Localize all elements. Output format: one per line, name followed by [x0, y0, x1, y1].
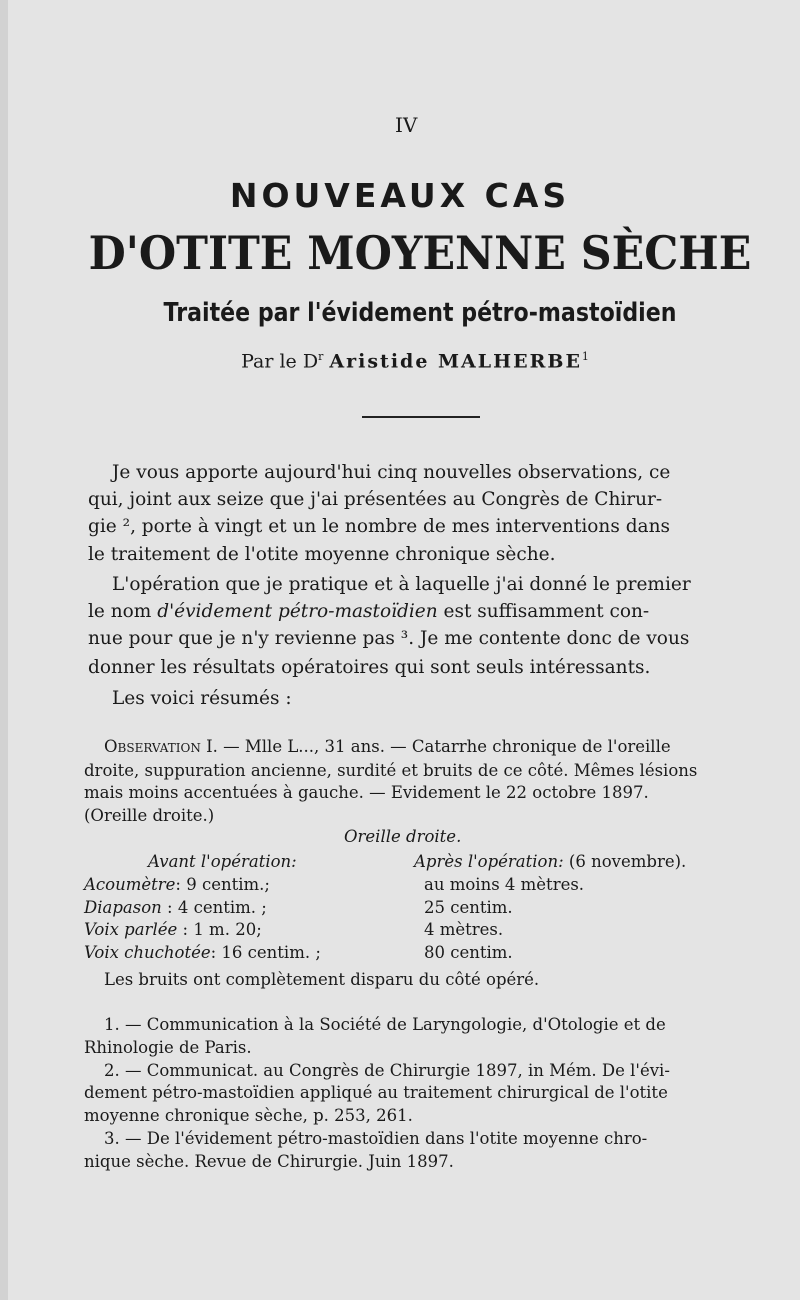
separator-rule [362, 416, 480, 418]
row-label: Diapason [84, 898, 162, 917]
observation-line: mais moins accentuées à gauche. — Evidement le 22 octobre 1897. [84, 783, 649, 802]
table-row [84, 943, 321, 962]
body-line: nue pour que je n'y revienne pas ³. Je me contente donc de vous [88, 628, 690, 649]
byline-prefix: Par le D [241, 350, 319, 373]
body-text: le nom [88, 601, 158, 622]
row-after: au moins 4 mètres. [424, 875, 585, 894]
row-label: Voix parlée [84, 920, 178, 939]
body-line: Les voici résumés : [112, 688, 292, 709]
running-head: IV [395, 113, 418, 137]
table-row [84, 875, 270, 894]
table-title-text: Oreille droite. [344, 827, 462, 846]
observation-line: (Oreille droite.) [84, 806, 215, 825]
byline-note: 1 [581, 350, 589, 363]
body-line: donner les résultats opératoires qui sont seuls intéressants. [88, 657, 651, 678]
table-title [344, 827, 461, 846]
table-row [84, 920, 262, 939]
title-line-2: D'OTITE MOYENNE SÈCHE [88, 226, 752, 280]
observation-label: Observation I. [104, 737, 218, 756]
observation-line: droite, suppuration ancienne, surdité et bruits de ce côté. Mêmes lésions [84, 761, 698, 780]
col-after-date: (6 novembre). [568, 852, 687, 871]
row-before: : 9 centim.; [175, 875, 270, 894]
body-line: le traitement de l'otite moyenne chronique sèche. [88, 544, 556, 565]
byline [0, 350, 800, 372]
footnote-line: Rhinologie de Paris. [84, 1038, 252, 1057]
body-text: est suffisamment con- [437, 601, 650, 622]
col-before-text: Avant l'opération: [148, 852, 297, 871]
observation-text: — Mlle L..., 31 ans. — Catarrhe chronique de l'oreille [217, 737, 671, 756]
col-after-header [414, 852, 686, 871]
body-emphasis: d'évidement pétro-mastoïdien [157, 601, 438, 622]
col-before-header [148, 852, 297, 871]
body-line: gie ²‚ porte à vingt et un le nombre de mes interventions dans [88, 516, 671, 537]
title-line-1: NOUVEAUX CAS [229, 176, 571, 215]
footnote-line: 3. — De l'évidement pétro-mastoïdien dans l'otite moyenne chro- [104, 1129, 648, 1148]
body-line: Je vous apporte aujourd'hui cinq nouvelles observations, ce [112, 462, 671, 483]
row-before: : 4 centim. ; [161, 898, 267, 917]
subtitle: Traitée par l'évidement pétro-mastoïdien [163, 298, 677, 328]
row-after: 4 mètres. [424, 920, 504, 939]
row-after: 80 centim. [424, 943, 513, 962]
body-line: L'opération que je pratique et à laquelle j'ai donné le premier [112, 574, 691, 595]
footnote-line: dement pétro-mastoïdien appliqué au traitement chirurgical de l'otite [84, 1083, 668, 1102]
table-row [84, 898, 267, 917]
col-after-text: Après l'opération: [414, 852, 564, 871]
author-name: Aristide MALHERBE [329, 350, 582, 373]
body-line [88, 601, 649, 622]
row-after: 25 centim. [424, 898, 513, 917]
row-before: : 16 centim. ; [210, 943, 321, 962]
footnote-line: 1. — Communication à la Société de Laryngologie, d'Otologie et de [104, 1015, 666, 1034]
footnote-line: 2. — Communicat. au Congrès de Chirurgie 1897, in Mém. De l'évi- [104, 1061, 670, 1080]
row-before: : 1 m. 20; [177, 920, 262, 939]
row-label: Voix chuchotée [84, 943, 211, 962]
observation-line [104, 737, 671, 756]
footnote-line: nique sèche. Revue de Chirurgie. Juin 1897. [84, 1152, 454, 1171]
byline-sup: r [318, 350, 324, 363]
body-line: qui, joint aux seize que j'ai présentées au Congrès de Chirur- [88, 489, 663, 510]
footnote-line: moyenne chronique sèche, p. 253, 261. [84, 1106, 413, 1125]
observation-conclusion: Les bruits ont complètement disparu du côté opéré. [104, 970, 540, 989]
row-label: Acoumètre [84, 875, 176, 894]
